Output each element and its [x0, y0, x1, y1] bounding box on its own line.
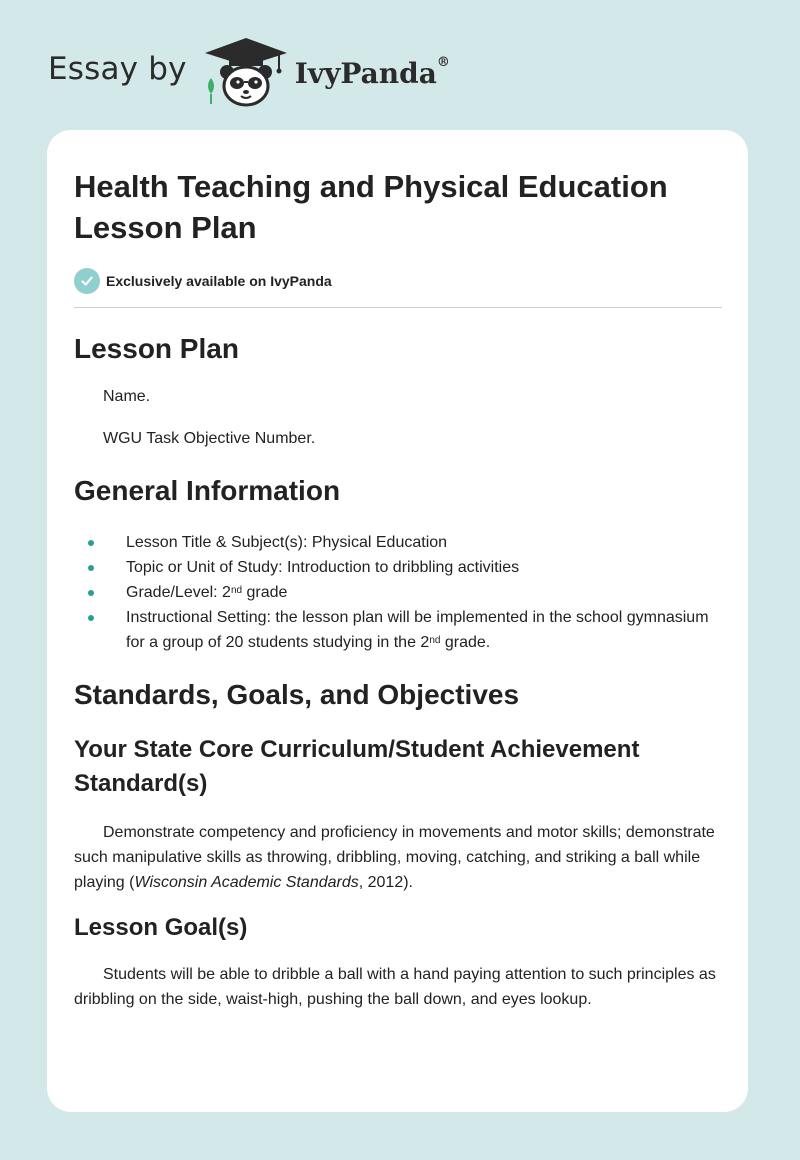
- section-heading-general-information: General Information: [74, 475, 341, 506]
- exclusive-label: Exclusively available on IvyPanda: [106, 273, 332, 289]
- brand-prefix: Essay by: [48, 51, 187, 87]
- brand-name: IvyPanda®: [294, 54, 450, 90]
- section-heading-standards: Standards, Goals, and Objectives: [74, 679, 520, 710]
- exclusive-badge: [74, 267, 722, 295]
- core-standard-paragraph: Demonstrate competency and proficiency in movements and motor skills; demonstrate such manipulative skills as throwing, dribbling, moving, catching, and striking a ball while playing (Wisconsin Academic Standards, 2012).: [74, 824, 715, 891]
- section-heading-lesson-plan: Lesson Plan: [74, 333, 239, 364]
- subheading-lesson-goals: Lesson Goal(s): [74, 914, 248, 941]
- panda-graduation-cap-icon: [203, 36, 289, 108]
- document-card: [47, 130, 748, 1112]
- subheading-core-curriculum: Your State Core Curriculum/Student Achievement Standard(s): [74, 736, 640, 797]
- citation: Wisconsin Academic Standards: [134, 874, 359, 891]
- document-title: Health Teaching and Physical Education Lesson Plan: [74, 169, 668, 245]
- name-line: Name.: [103, 388, 151, 405]
- list-item: Grade/Level: 2nd grade: [74, 580, 722, 605]
- list-item: Lesson Title & Subject(s): Physical Education: [74, 530, 722, 555]
- general-info-list: [74, 530, 722, 655]
- brand-header[interactable]: [48, 36, 450, 108]
- title-divider: [74, 307, 722, 308]
- check-icon: [74, 268, 100, 294]
- objective-line: WGU Task Objective Number.: [103, 430, 316, 447]
- lesson-goal-paragraph: Students will be able to dribble a ball with a hand paying attention to such principles as dribbling on the side, waist-high, pushing the ball down, and eyes lookup.: [74, 966, 716, 1008]
- list-item: Topic or Unit of Study: Introduction to dribbling activities: [74, 555, 722, 580]
- list-item: Instructional Setting: the lesson plan will be implemented in the school gymnasium for a group of 20 students studying in the 2nd grade.: [74, 605, 722, 655]
